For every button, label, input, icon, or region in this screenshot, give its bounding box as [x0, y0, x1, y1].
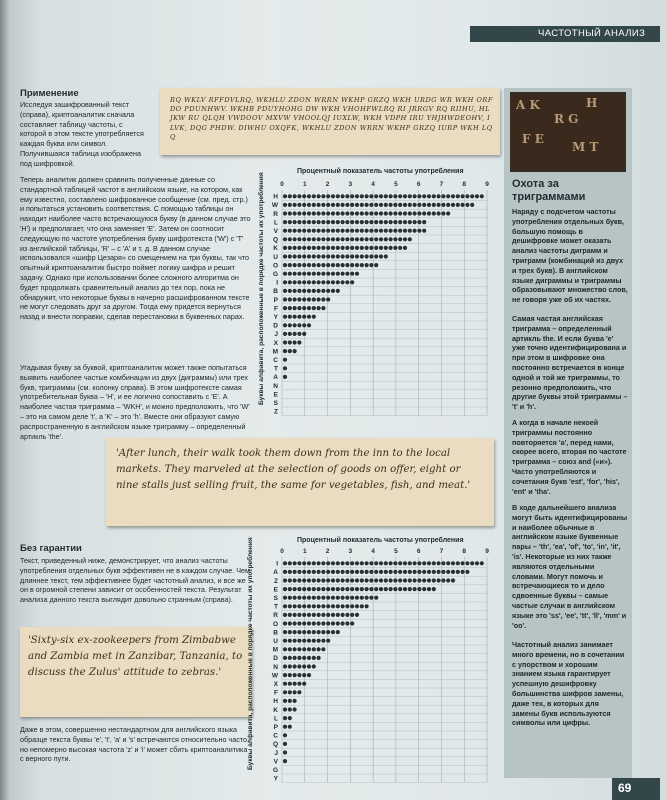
chart2-category-label: C: [273, 732, 278, 740]
chart1-tick-8: 8: [462, 181, 467, 188]
chart1-category-label: N: [273, 382, 278, 390]
chart1-category-label: W: [271, 202, 278, 210]
chart2-category-label: O: [272, 620, 278, 628]
chart1-bar-O: [283, 263, 378, 267]
cipher-text: RQ WKLV RFFDVLRQ, WKHLU ZDON WRRN WKHP GRZQ WKH URDG WR WKH ORFDO PDUNHWV. WKHB PDUYHOHG DW WKH VHOHFWLRQ RI JRRGV RQ RIIHU, HLJKW RU QLQH VWDOOV MXVW VHOOLQJ IUXLW, WKH VDPH IRU YHJHWDEOHV, ILVK, DQG PHDW. DIWHU OXQFK, WKHLU ZDON WRRN WKHP GRZQ IURP WKH LQQ: [170, 96, 493, 141]
chart1-category-label: U: [273, 253, 278, 261]
chart2-bar-Q: [283, 742, 287, 746]
chart2-bar-O: [283, 621, 354, 625]
chart2-bar-N: [283, 664, 316, 668]
chart2-bar-L: [283, 716, 292, 720]
chart1-bar-J: [283, 332, 306, 336]
chart2-tick-8: 8: [462, 548, 467, 555]
chart2-category-label: M: [272, 646, 278, 654]
no-guarantee-note: Даже в этом, совершенно нестандартном для английского языка образце текста буквы 'e', 't', 'a' и 's' встречаются относительно часто, но непомерно высокая частота 'z' и 'i' может сбить криптоаналитика с верного пути.: [20, 725, 249, 764]
section-header: [470, 26, 660, 42]
chart1-category-label: Y: [273, 314, 278, 321]
chart2-bar-M: [283, 647, 326, 651]
chart2-bar-C: [283, 733, 287, 737]
chart1-tick-2: 2: [325, 181, 330, 188]
sidebar-para-4: В ходе дальнейшего анализа могут быть идентифицированы и наиболее обычные в английском языке буквенные пары – 'th', 'ea', 'of', 'to', 'in', 'it', 'is'. Некоторые из них также являются отдельными словами. Могут помочь и встречающиеся то и дело сдвоенные буквы – самые частые случаи в английском языке это 'ss', 'ee', 'tt', 'll', 'mm' и 'oo'.: [512, 503, 628, 630]
chart1-bar-H: [283, 194, 484, 198]
quote1-text: 'After lunch, their walk took them down from the inn to the local markets. They marveled at the selection of goods on offer, eight or nine stalls just selling fruit, the same for vegetables, fish, and meat.': [116, 448, 471, 491]
frequency-chart-sample: [266, 545, 496, 785]
chart2-bar-J: [283, 750, 287, 754]
application-trigrams: Угадывая букву за буквой, криптоаналитик может также попытаться выявить наиболее частые комбинации из двух (диграммы) или трех букв, триграммы (см. колонку справа). В этом шифротексте самая употребительная буква – 'H', и ее логично сопоставить с 'E'. А наиболее частая триграмма – 'WKH', и можно предположить, что 'W' – это на самом деле 't', а 'K' – это 'h'. Вместе они образуют самую распространенную в английском языке триграмму – определенный артикль 'the'.: [20, 363, 250, 441]
chart2-bar-Z: [283, 578, 455, 582]
chart1-ylabel: Буквы алфавита, расположенные в порядке частоты их употребления: [258, 172, 265, 405]
chart2-tick-6: 6: [416, 548, 421, 555]
chart2-category-label: Y: [273, 775, 278, 783]
chart2-category-label: X: [273, 681, 278, 688]
application-heading: Применение: [20, 88, 79, 99]
chart1-bar-R: [283, 211, 450, 215]
chart2-category-label: D: [273, 655, 278, 663]
chart1-category-label: H: [273, 193, 278, 201]
chart1-bar-X: [283, 340, 302, 344]
chart1-category-label: S: [273, 400, 278, 407]
chart1-bar-D: [283, 323, 311, 327]
chart1-bar-C: [283, 358, 287, 362]
application-body: Теперь аналитик должен сравнить полученные данные со стандартной таблицей частот в английском языке, на котором, как ему известно, составлено шифрованное сообщение (см. пред. стр.) и попытаться установить соответствия. С помощью таблицы он находит наиболее часто встречающуюся букву (в данном случае это 'H') и предполагает, что она заменяет 'E'. Затем он соотносит следующую по частоте употребления букву шифротекста ('W') с 'T' из английской таблицы, 'R' – с 'A' и т. д. В данном случае использовался «шифр Цезаря» со смещением на три буквы, так что опытный криптоаналитик быстро поймет логику шифра и решит задачу. Однако при использовании более сложного алгоритма он будет продолжать сравнительный анализ до тех пор, пока не обнаружит, что некоторые буквы в начерно расшифрованном тексте не могут следовать друг за другом. Тогда ему придется вернуться назад и внести поправки, сделав перестановки в буквенных парах.: [20, 175, 251, 322]
chart1-category-label: T: [274, 365, 278, 373]
frequency-chart-cipher: [266, 178, 496, 418]
chart2-category-label: V: [273, 758, 278, 766]
chart1-category-label: K: [273, 245, 278, 253]
sidebar-para-1: Наряду с подсчетом частоты употребления отдельных букв, большую помощь в дешифровке может оказать анализ частоты диграмм и триграмм (комбинаций из двух и трех букв). В английском языке диграммы и триграммы образовывают множество слов, не говоря уже об их частях.: [512, 207, 628, 305]
chart2-bar-V: [283, 759, 287, 763]
chart2-category-label: G: [272, 767, 278, 774]
chart1-category-label: Q: [272, 236, 278, 244]
chart2-category-label: I: [276, 560, 278, 568]
chart1-category-label: J: [274, 331, 278, 339]
chart2-category-label: W: [271, 672, 278, 680]
chart2-category-label: S: [273, 595, 278, 602]
chart2-bar-K: [283, 707, 297, 711]
chart2-tick-5: 5: [394, 548, 398, 555]
chart1-bar-K: [283, 246, 407, 250]
chart2-category-label: N: [273, 663, 278, 671]
chart1-bar-G: [283, 272, 359, 276]
chart2-title: Процентный показатель частоты употребления: [297, 537, 464, 544]
chart2-tick-9: 9: [485, 548, 489, 555]
chart2-category-label: B: [273, 629, 278, 637]
chart2-category-label: Q: [272, 741, 278, 749]
chart1-category-label: V: [273, 228, 278, 235]
chart1-category-label: P: [273, 296, 278, 304]
chart1-category-label: F: [274, 305, 278, 313]
chart1-category-label: X: [273, 339, 278, 347]
chart1-bar-I: [283, 280, 354, 284]
chart1-category-label: D: [273, 322, 278, 330]
chart1-bar-A: [283, 375, 287, 379]
chart2-bar-S: [283, 596, 378, 600]
chart1-category-label: A: [273, 374, 278, 382]
chart2-category-label: P: [273, 724, 278, 731]
chart2-bar-I: [283, 561, 484, 565]
page-number: 69: [618, 781, 632, 795]
chart2-bar-T: [283, 604, 369, 608]
chart2-tick-4: 4: [371, 548, 375, 555]
page-number-box: [612, 778, 660, 800]
chart2-bar-P: [283, 725, 292, 729]
chart1-bar-W: [283, 203, 474, 207]
chart1-tick-7: 7: [439, 181, 444, 188]
chart1-bar-Q: [283, 237, 412, 241]
chart2-tick-1: 1: [302, 548, 307, 555]
chart2-category-label: K: [273, 706, 278, 714]
chart1-category-label: B: [273, 288, 278, 296]
letterpress-photo: A K R G H F E M T: [510, 92, 626, 172]
chart1-tick-1: 1: [302, 181, 307, 188]
chart2-bar-E: [283, 587, 436, 591]
chart1-tick-0: 0: [280, 181, 284, 188]
chart1-bar-F: [283, 306, 326, 310]
no-guarantee-heading: Без гарантии: [20, 543, 82, 554]
section-title: ЧАСТОТНЫЙ АНАЛИЗ: [538, 28, 646, 39]
chart2-bar-X: [283, 682, 306, 686]
chart2-bar-U: [283, 639, 330, 643]
chart2-bar-F: [283, 690, 302, 694]
chart1-category-label: E: [273, 391, 278, 399]
sidebar-para-3: А когда в начале некоей триграммы постоянно повторяется 'a', перед нами, скорее всего, вторая по частоте триграмма – союз and («и»). Часто употребляются и сочетания букв 'est', 'for', 'his', 'ent' и 'tha'.: [512, 418, 627, 496]
chart2-category-label: T: [274, 603, 278, 611]
chart1-bar-M: [283, 349, 297, 353]
chart1-bar-U: [283, 254, 388, 258]
chart2-bar-B: [283, 630, 340, 634]
chart1-category-label: G: [272, 271, 278, 278]
chart1-category-label: O: [272, 262, 278, 270]
chart1-tick-6: 6: [416, 181, 421, 188]
chart1-bar-Y: [283, 315, 316, 319]
chart2-tick-2: 2: [325, 548, 330, 555]
chart1-tick-9: 9: [485, 181, 489, 188]
chart1-bar-B: [283, 289, 340, 293]
chart2-category-label: J: [274, 749, 278, 757]
chart2-category-label: F: [274, 689, 278, 697]
chart1-category-label: Z: [274, 408, 278, 416]
chart1-category-label: R: [273, 210, 278, 218]
chart1-bar-T: [283, 366, 287, 370]
chart2-category-label: Z: [274, 577, 278, 585]
chart1-tick-5: 5: [394, 181, 398, 188]
chart1-bar-V: [283, 229, 426, 233]
chart2-tick-3: 3: [348, 548, 353, 555]
chart2-bar-D: [283, 656, 321, 660]
chart1-category-label: L: [274, 219, 278, 227]
chart1-bar-L: [283, 220, 426, 224]
chart2-category-label: E: [273, 586, 278, 594]
chart1-title: Процентный показатель частоты употребления: [297, 168, 464, 175]
chart1-tick-3: 3: [348, 181, 353, 188]
quote2-text: 'Sixty-six ex-zookeepers from Zimbabwe and Zambia met in Zanzibar, Tanzania, to discuss the Zulus' attitude to zebras.': [28, 635, 243, 678]
chart1-category-label: I: [276, 279, 278, 287]
chart2-category-label: U: [273, 638, 278, 645]
book-spine: [0, 0, 10, 800]
sidebar-para-5: Частотный анализ занимает много времени, но в сочетании с упорством и хорошим знанием языка гарантирует успешную дешифровку большинства шифров замены, даже тех, в которых для замены букв используются символы или цифры.: [512, 640, 625, 728]
chart1-tick-4: 4: [371, 181, 375, 188]
application-intro: Исследуя зашифрованный текст (справа), криптоаналитик сначала составляет таблицу частоты, с которой в этом тексте употребляется каждая буква или символ. Получившаяся таблица изображена под шифровкой.: [20, 100, 144, 168]
no-guarantee-body: Текст, приведенный ниже, демонстрирует, что анализ частоты употребления отдельных букв эффективен не в каждом случае. Чем длиннее текст, тем эффективнее будет частотный анализ, и все же он в огромной степени зависит от особенностей текста. Результат анализа данного текста выглядит довольно странным (справа).: [20, 556, 250, 605]
chart2-category-label: L: [274, 715, 278, 723]
chart1-bar-P: [283, 297, 330, 301]
chart1-category-label: C: [273, 357, 278, 364]
chart2-category-label: R: [273, 612, 278, 620]
sidebar-para-2: Самая частая английская триграмма – определенный артикль the. И если буква 'e' уже точно идентифицирована и при этом в шифровке она постоянно встречается в конце одной и той же триграммы, то резонно предположить, что другие буквы этой триграммы – 't' и 'h'.: [512, 314, 628, 412]
chart2-ylabel: Буквы алфавита, расположенные в порядке частоты их употребления: [247, 537, 254, 770]
chart2-tick-0: 0: [280, 548, 284, 555]
chart2-bar-W: [283, 673, 311, 677]
sidebar-heading: Охота за триграммами: [512, 178, 586, 203]
chart1-category-label: M: [272, 348, 278, 356]
chart2-category-label: H: [273, 698, 278, 706]
chart2-bar-R: [283, 613, 359, 617]
chart2-bar-H: [283, 699, 297, 703]
chart2-category-label: A: [273, 569, 278, 577]
chart2-tick-7: 7: [439, 548, 444, 555]
